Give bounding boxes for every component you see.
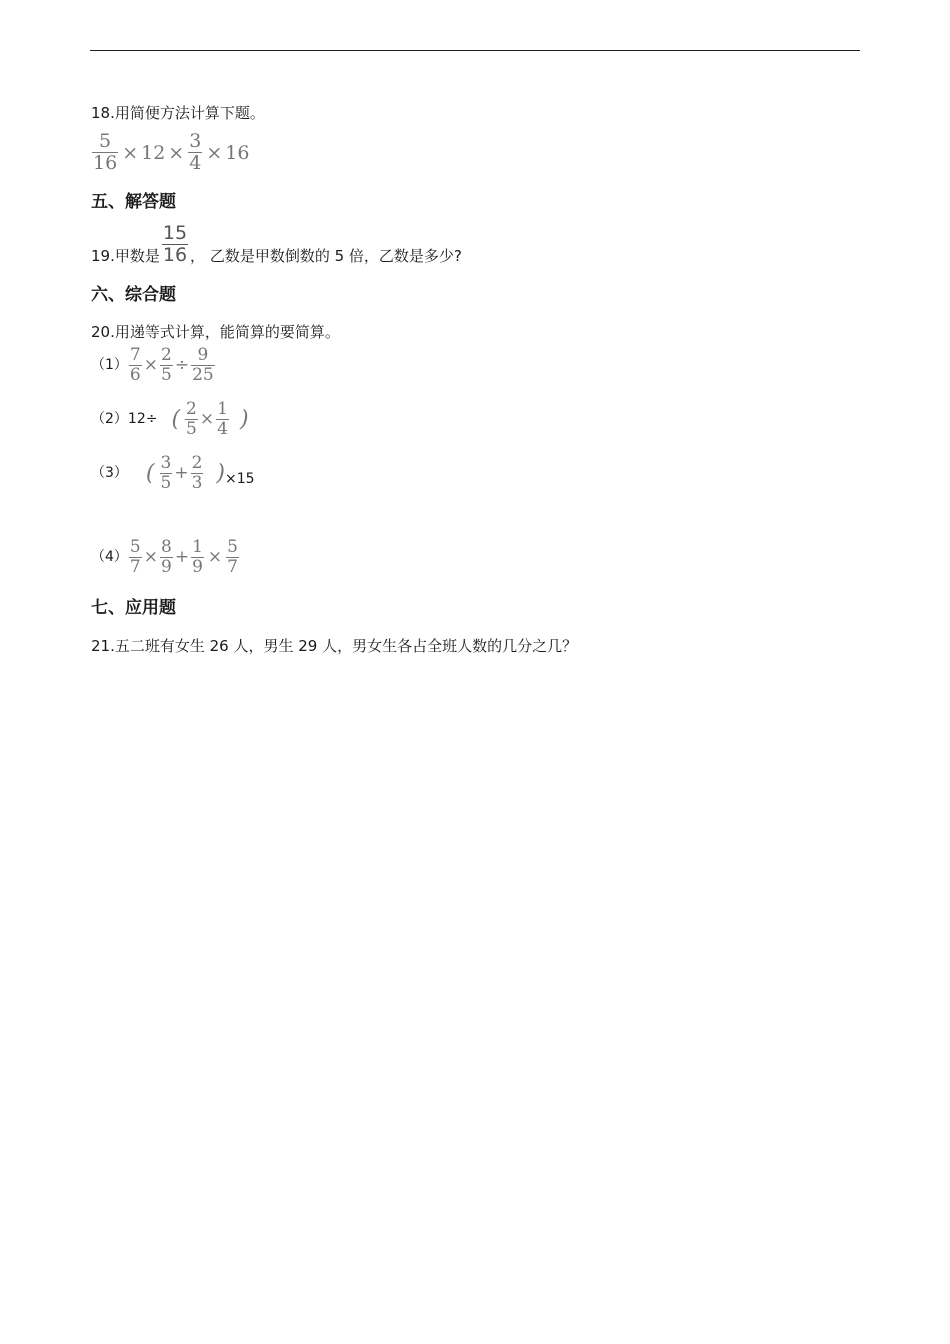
- question-19: [91, 224, 462, 265]
- operator: ×: [143, 547, 158, 567]
- part-3-expression: [142, 452, 226, 493]
- fraction: $\frac{5}{7}$: [129, 536, 141, 577]
- fraction: $\frac{5}{16}$: [93, 130, 118, 174]
- left-paren: (: [145, 460, 155, 486]
- part-label: （4）: [91, 549, 128, 565]
- part-label: （2）12÷: [91, 411, 158, 427]
- question-18-expression: [91, 132, 249, 173]
- right-paren: ): [239, 406, 249, 432]
- header-rule: [90, 50, 860, 51]
- fraction: $\frac{2}{5}$: [186, 398, 197, 439]
- right-paren: ): [216, 460, 226, 486]
- question-20-part-2: [91, 400, 253, 438]
- fraction: $\frac{1}{9}$: [192, 536, 203, 577]
- fraction: $\frac{3}{5}$: [160, 452, 172, 493]
- left-paren: (: [171, 406, 181, 432]
- number: 16: [225, 141, 250, 164]
- number: 12: [141, 141, 166, 164]
- operator: ÷: [174, 355, 190, 375]
- operator: ×: [206, 141, 223, 164]
- part-label: （1）: [91, 357, 128, 373]
- operator: ×: [199, 409, 215, 429]
- question-20-text: 20.用递等式计算，能简算的要简算。: [91, 323, 340, 341]
- question-20-part-1: [91, 346, 216, 384]
- part-1-expression: [128, 344, 216, 385]
- question-19-suffix: ， 乙数是甲数倒数的 5 倍，乙数是多少?: [190, 247, 462, 265]
- fraction: $\frac{9}{25}$: [192, 344, 214, 385]
- question-19-prefix: 19.甲数是: [91, 247, 160, 265]
- fraction: $\frac{7}{6}$: [129, 344, 141, 385]
- operator: +: [174, 463, 189, 483]
- section-7-title: 七、应用题: [91, 598, 176, 618]
- operator: ×: [207, 547, 223, 567]
- fraction: $\frac{1}{4}$: [217, 398, 228, 439]
- fraction: $\frac{3}{4}$: [189, 130, 202, 174]
- operator: +: [174, 547, 190, 567]
- section-5-title: 五、解答题: [91, 192, 176, 212]
- operator: ×: [168, 141, 185, 164]
- fraction: $\frac{15}{16}$: [162, 222, 188, 266]
- fraction: $\frac{2}{5}$: [161, 344, 172, 385]
- question-18-text: 18.用简便方法计算下题。: [91, 104, 265, 122]
- section-6-title: 六、综合题: [91, 285, 176, 305]
- operator: ×: [122, 141, 139, 164]
- question-20-part-4: [91, 538, 240, 576]
- question-20-part-3: [91, 454, 255, 492]
- fraction: $\frac{2}{3}$: [191, 452, 203, 493]
- operator: ×: [143, 355, 158, 375]
- part-2-expression: [167, 398, 252, 439]
- fraction: $\frac{8}{9}$: [161, 536, 172, 577]
- question-21-text: 21.五二班有女生 26 人，男生 29 人，男女生各占全班人数的几分之几？: [91, 637, 578, 655]
- fraction: $\frac{5}{7}$: [227, 536, 238, 577]
- part-label: （3）: [91, 465, 128, 481]
- part-3-tail: ×15: [225, 471, 255, 487]
- part-4-expression: [128, 536, 240, 577]
